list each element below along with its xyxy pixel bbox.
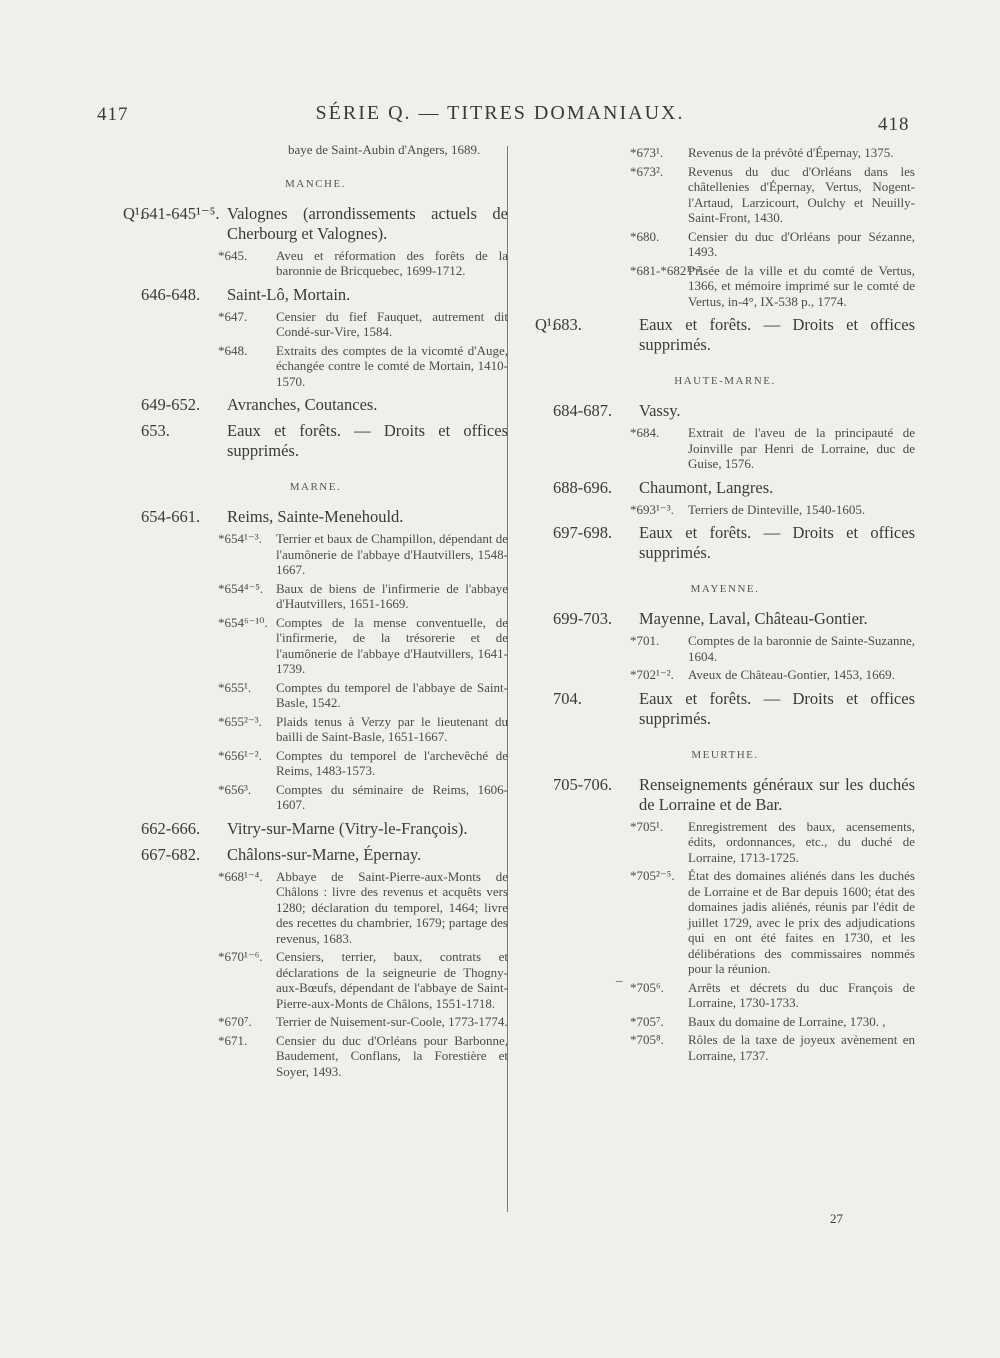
entry <box>123 204 508 244</box>
sub-indent <box>123 949 218 1011</box>
sub-indent <box>123 1014 218 1030</box>
sub-entry <box>535 425 915 472</box>
entry-number: 654-661. <box>141 507 201 526</box>
entry-number: 662-666. <box>141 818 201 838</box>
sub-entry-number: *655²⁻³. <box>218 713 262 729</box>
section-heading: MEURTHE. <box>691 748 759 761</box>
entry-text: Reims, Sainte-Menehould. <box>227 507 404 526</box>
entry-number: 705-706. <box>553 774 613 794</box>
sub-indent <box>123 782 218 813</box>
series-prefix: Q¹. <box>123 203 144 223</box>
left-column <box>123 142 508 1082</box>
entry <box>123 421 508 461</box>
sub-entry <box>535 819 915 866</box>
entry-text: Renseignements généraux sur les duchés de Lorraine et de Bar. <box>639 774 915 814</box>
sub-entry-number: *656¹⁻². <box>218 747 262 763</box>
sub-entry-text: Plaids tenus à Verzy par le lieutenant du bailli de Saint-Basle, 1651-1667. <box>276 713 508 744</box>
sub-entry-text: Censier du duc d'Orléans pour Sézanne, 1493. <box>688 228 915 259</box>
sub-entry <box>123 615 508 677</box>
sub-indent <box>535 502 630 518</box>
sub-entry-number: *655¹. <box>218 679 252 695</box>
sub-entry-text: Baux de biens de l'infirmerie de l'abbaye d'Hautvillers, 1651-1669. <box>276 580 508 611</box>
sub-entry-text: Enregistrement des baux, acensements, édits, ordonnances, etc., du duché de Lorraine, 1713-1725. <box>688 818 915 865</box>
sub-entry-number: *680. <box>630 228 660 244</box>
series-prefix <box>535 478 553 498</box>
series-prefix <box>123 285 141 305</box>
sub-entry-number: *705⁷. <box>630 1013 664 1029</box>
sub-indent <box>535 145 630 161</box>
sub-entry <box>535 868 915 977</box>
sub-indent <box>535 868 630 977</box>
sub-entry <box>535 1014 915 1030</box>
sub-indent <box>535 263 630 310</box>
sub-entry <box>123 748 508 779</box>
sub-entry-text: Arrêts et décrets du duc François de Lorraine, 1730-1733. <box>688 979 915 1010</box>
section-heading: MANCHE. <box>285 177 346 190</box>
series-prefix <box>123 819 141 839</box>
sub-indent <box>535 819 630 866</box>
sub-entry-text: Comptes de la mense conventuelle, de l'infirmerie, de la trésorerie et de l'aumônerie de l'abbaye d'Hautvillers, 1641-1739. <box>276 614 508 676</box>
sub-entry <box>535 229 915 260</box>
sub-entry-number: *647. <box>218 308 248 324</box>
sub-entry <box>535 633 915 664</box>
right-sections <box>535 375 915 1063</box>
entry-number: 646-648. <box>141 284 201 304</box>
sub-entry <box>535 667 915 683</box>
sub-indent <box>535 1032 630 1063</box>
sub-indent <box>535 980 630 1011</box>
sub-entry-text: Comptes du temporel de l'abbaye de Saint-Basle, 1542. <box>276 679 508 710</box>
sub-entry <box>123 714 508 745</box>
sub-entry-number: *705⁶. <box>630 979 664 995</box>
entry-number: 684-687. <box>553 401 613 420</box>
sub-entry <box>123 869 508 947</box>
sub-entry-number: *681-*682¹⁻². <box>630 262 705 278</box>
sub-entry-number: *693¹⁻³. <box>630 501 674 517</box>
sub-entry-number: *705²⁻⁵. <box>630 868 675 883</box>
entry-number: 649-652. <box>141 395 201 414</box>
sub-entry-text: Extrait de l'aveu de la principauté de Joinville par Henri de Lorraine, duc de Guise, 1576. <box>688 425 915 471</box>
sub-entry-text: Comptes du séminaire de Reims, 1606-1607. <box>276 781 508 812</box>
sub-entry <box>535 145 915 161</box>
right-page-number: 418 <box>878 114 910 135</box>
sub-entry-number: *668¹⁻⁴. <box>218 868 263 884</box>
sub-entry-text: Rôles de la taxe de joyeux avènement en Lorraine, 1737. <box>688 1032 915 1063</box>
entry <box>123 819 508 839</box>
entry <box>123 285 508 305</box>
series-prefix <box>123 507 141 527</box>
sub-entry-text: État des domaines aliénés dans les duchés de Lorraine et de Bar depuis 1600; état des domaines jadis aliénés, réunis par l'édit de juillet 1729, avec le prix des adjudications qui en ont été faites en 1730, et les délibérations des commissaires nommés pour la réunion. <box>688 868 915 976</box>
sub-indent <box>123 748 218 779</box>
sub-entry-number: *654⁶⁻¹⁰. <box>218 614 268 630</box>
left-sections <box>123 178 508 1080</box>
left-page-number: 417 <box>97 104 129 125</box>
sub-entry-number: *701. <box>630 633 660 648</box>
sub-entry-number: *648. <box>218 342 248 358</box>
sub-entry <box>123 248 508 279</box>
sub-indent <box>535 633 630 664</box>
entry <box>535 689 915 729</box>
sub-entry <box>123 309 508 340</box>
sub-indent <box>123 248 218 279</box>
entry-text: Eaux et forêts. — Droits et offices supprimés. <box>227 421 508 460</box>
section-heading: MAYENNE. <box>690 583 760 595</box>
sub-entry-number: *684. <box>630 425 660 440</box>
sub-indent <box>535 667 630 683</box>
sub-entry <box>535 1032 915 1063</box>
sub-entry-text: Aveu et réformation des forêts de la baronnie de Bricquebec, 1699-1712. <box>276 247 508 278</box>
entry-number: 699-703. <box>553 609 613 628</box>
entry-text: Saint-Lô, Mortain. <box>227 284 351 304</box>
entry-text: Eaux et forêts. — Droits et offices supprimés. <box>639 315 915 354</box>
sub-entry-number: *705⁸. <box>630 1032 664 1047</box>
sub-indent <box>123 869 218 947</box>
sub-entry <box>535 263 915 310</box>
sub-entry-number: *702¹⁻². <box>630 667 674 682</box>
sub-entry-text: Abbaye de Saint-Pierre-aux-Monts de Châlons : livre des revenus et acquêts vers 1280; déclaration du temporel, 1464; livre des recettes du chambrier, 1679; partage des revenus, 1683. <box>276 868 508 946</box>
sub-entry-text: Terriers de Dinteville, 1540-1605. <box>688 501 866 517</box>
sub-entry-text: Censier du duc d'Orléans pour Barbonne, Baudement, Conflans, la Forestière et Soyer, 1493. <box>276 1032 508 1079</box>
entry <box>535 315 915 355</box>
sub-entry-text: Comptes de la baronnie de Sainte-Suzanne, 1604. <box>688 633 915 664</box>
sub-entry-text: Aveux de Château-Gontier, 1453, 1669. <box>688 667 895 682</box>
right-top-subentries <box>535 145 915 309</box>
sub-entry <box>123 782 508 813</box>
entry-number: 683. <box>553 315 582 334</box>
sub-entry <box>123 343 508 390</box>
sub-entry-text: Terrier de Nuisement-sur-Coole, 1773-1774. <box>276 1014 508 1029</box>
sub-indent <box>535 1014 630 1030</box>
sub-entry-number: *654⁴⁻⁵. <box>218 580 264 596</box>
right-column <box>535 142 915 1066</box>
sub-entry-number: *673¹. <box>630 145 664 160</box>
entry-number: 697-698. <box>553 523 613 542</box>
entry-number: 704. <box>553 688 582 708</box>
margin-dash: _ <box>616 968 623 983</box>
series-prefix: Q¹. <box>535 315 556 334</box>
sub-entry-text: Terrier et baux de Champillon, dépendant de l'aumônerie de l'abbaye d'Hautvillers, 1548-1667. <box>276 531 508 577</box>
series-prefix <box>535 689 553 729</box>
sub-entry-number: *645. <box>218 247 248 263</box>
sub-entry <box>535 164 915 226</box>
sub-entry <box>123 1014 508 1030</box>
section-heading: HAUTE-MARNE. <box>674 375 776 387</box>
entry-text: Eaux et forêts. — Droits et offices supprimés. <box>639 523 915 562</box>
sub-entry-number: *654¹⁻³. <box>218 531 262 546</box>
sub-entry-text: Prisée de la ville et du comté de Vertus, 1366, et mémoire imprimé sur le comté de Vertus, in-4°, IX-538 p., 1774. <box>688 262 915 309</box>
sub-indent <box>535 229 630 260</box>
sub-indent <box>123 343 218 390</box>
entry-number: 653. <box>141 421 170 440</box>
entry-text: Vitry-sur-Marne (Vitry-le-François). <box>227 818 468 838</box>
sub-entry-text: Censiers, terrier, baux, contrats et déclarations de la seigneurie de Thogny-aux-Bœufs, dépendant de l'abbaye de Saint-Pierre-aux-Monts de Châlons, 1551-1718. <box>276 949 508 1011</box>
entry-text: Chaumont, Langres. <box>639 477 774 497</box>
continuation-text: baye de Saint-Aubin d'Angers, 1689. <box>288 142 481 157</box>
sub-indent <box>123 581 218 612</box>
entry <box>123 507 508 527</box>
sub-entry-number: *673². <box>630 163 664 179</box>
running-title: SÉRIE Q. — TITRES DOMANIAUX. <box>315 102 685 124</box>
entry <box>535 609 915 629</box>
entry <box>535 523 915 563</box>
sub-indent <box>123 714 218 745</box>
entry-text: Vassy. <box>639 401 681 420</box>
series-prefix <box>123 395 141 415</box>
entry-text: Mayenne, Laval, Château-Gontier. <box>639 609 868 628</box>
sub-entry <box>123 1033 508 1080</box>
series-prefix <box>535 775 553 815</box>
sub-entry <box>123 949 508 1011</box>
sub-entry <box>123 680 508 711</box>
entry <box>535 775 915 815</box>
sub-indent <box>123 615 218 677</box>
sub-entry-text: Censier du fief Fauquet, autrement dit Condé-sur-Vire, 1584. <box>276 308 508 339</box>
entry <box>535 478 915 498</box>
page-number: 27 <box>830 1211 843 1226</box>
sub-entry-text: Revenus du duc d'Orléans dans les châtellenies d'Épernay, Vertus, Nogent-l'Artaud, Larzicourt, Oulchy et Neuilly-Saint-Front, 1430. <box>688 163 915 225</box>
sub-indent <box>123 531 218 578</box>
sub-indent <box>535 425 630 472</box>
series-prefix <box>535 609 553 629</box>
sub-indent <box>123 309 218 340</box>
entry-text: Valognes (arrondissements actuels de Cherbourg et Valognes). <box>227 203 508 243</box>
sub-entry <box>123 531 508 578</box>
sub-entry-number: *671. <box>218 1032 248 1048</box>
sub-entry-number: *670¹⁻⁶. <box>218 949 263 964</box>
sub-entry-number: *705¹. <box>630 818 664 834</box>
entry <box>123 845 508 865</box>
entry <box>123 395 508 415</box>
sub-entry-text: Baux du domaine de Lorraine, 1730. , <box>688 1013 886 1029</box>
series-prefix <box>535 401 553 421</box>
entry-text: Avranches, Coutances. <box>227 395 378 414</box>
right-top-entries <box>535 315 915 355</box>
entry-text: Eaux et forêts. — Droits et offices supprimés. <box>639 688 915 728</box>
entry-number: 667-682. <box>141 844 201 864</box>
series-prefix <box>123 421 141 461</box>
sub-entry-number: *656³. <box>218 781 252 797</box>
section-heading: MARNE. <box>289 481 342 493</box>
sub-entry-text: Comptes du temporel de l'archevêché de Reims, 1483-1573. <box>276 747 508 778</box>
series-prefix <box>535 523 553 563</box>
sub-entry <box>535 980 915 1011</box>
sub-entry-text: Extraits des comptes de la vicomté d'Auge, échangée contre le comté de Mortain, 1410-1570. <box>276 342 508 389</box>
sub-entry <box>535 502 915 518</box>
sub-indent <box>123 680 218 711</box>
sub-entry-number: *670⁷. <box>218 1014 252 1029</box>
series-prefix <box>123 845 141 865</box>
sub-indent <box>123 1033 218 1080</box>
sub-entry <box>123 581 508 612</box>
entry-number: 688-696. <box>553 477 613 497</box>
sub-indent <box>535 164 630 226</box>
sub-entry-text: Revenus de la prévôté d'Épernay, 1375. <box>688 145 894 160</box>
entry-text: Châlons-sur-Marne, Épernay. <box>227 844 422 864</box>
entry-number: 641-645¹⁻⁵. <box>141 203 220 223</box>
entry <box>535 401 915 421</box>
